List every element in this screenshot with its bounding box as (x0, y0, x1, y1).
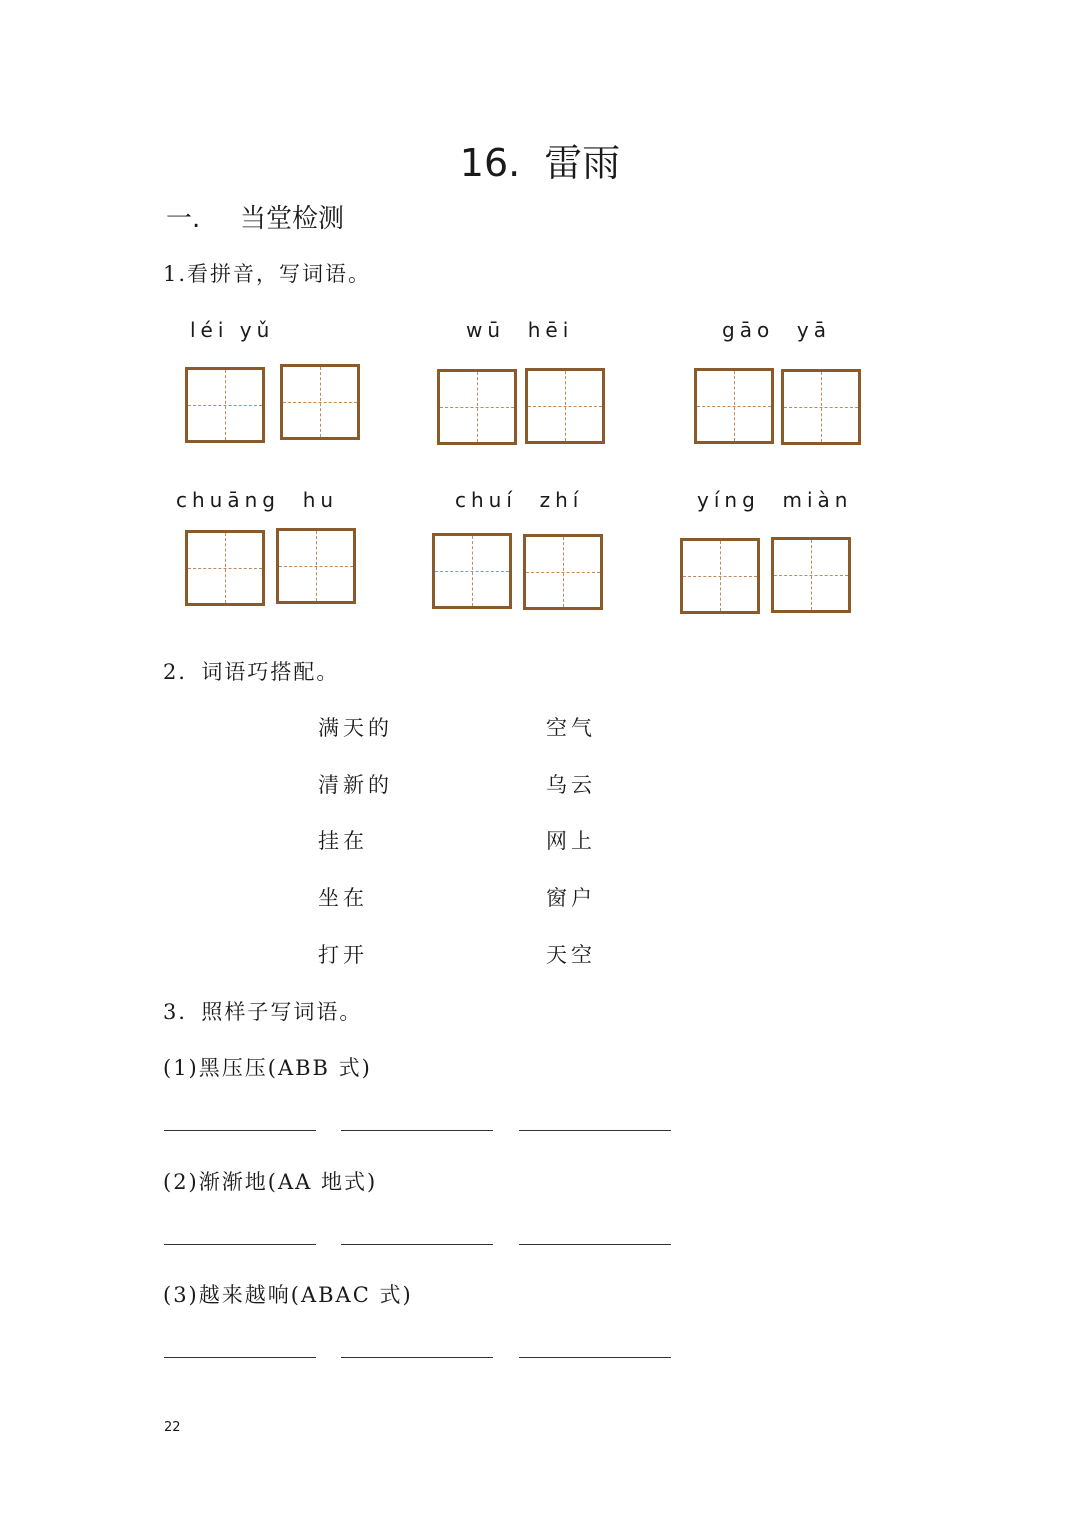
page-title (0, 132, 1080, 187)
match-left-word: 满天的 (318, 716, 393, 740)
match-right-word: 网上 (546, 829, 596, 853)
writing-grid-box[interactable] (771, 537, 851, 613)
lesson-title: 雷雨 (544, 141, 621, 185)
writing-grid-box[interactable] (694, 368, 774, 444)
pinyin-label: chuāng hu (176, 488, 339, 512)
pinyin-label: chuí zhí (455, 488, 584, 512)
answer-blank[interactable] (164, 1357, 316, 1358)
answer-blank[interactable] (341, 1130, 493, 1131)
writing-grid-box[interactable] (680, 538, 760, 614)
question-2-label: 2．词语巧搭配。 (163, 660, 340, 684)
writing-grid-box[interactable] (523, 534, 603, 610)
match-left-word: 坐在 (318, 886, 368, 910)
pattern-prompt: (1)黑压压(ABB 式) (163, 1056, 372, 1080)
pinyin-label: wū hēi (466, 318, 574, 342)
writing-grid-box[interactable] (781, 369, 861, 445)
writing-grid-box[interactable] (437, 369, 517, 445)
pattern-prompt: (2)渐渐地(AA 地式) (163, 1170, 378, 1194)
pinyin-label: léi yǔ (190, 318, 275, 342)
answer-blank[interactable] (341, 1357, 493, 1358)
page-number: 22 (164, 1420, 181, 1435)
match-right-word: 乌云 (546, 773, 596, 797)
writing-grid-box[interactable] (525, 368, 605, 444)
answer-blank[interactable] (519, 1357, 671, 1358)
question-3-label: 3．照样子写词语。 (163, 1000, 363, 1024)
match-right-word: 空气 (546, 716, 596, 740)
answer-blank[interactable] (164, 1130, 316, 1131)
question-1-label: 1.看拼音，写词语。 (163, 262, 372, 286)
match-left-word: 挂在 (318, 829, 368, 853)
writing-grid-box[interactable] (185, 367, 265, 443)
match-left-word: 打开 (318, 943, 368, 967)
pinyin-label: yíng miàn (697, 488, 853, 512)
answer-blank[interactable] (341, 1244, 493, 1245)
answer-blank[interactable] (164, 1244, 316, 1245)
answer-blank[interactable] (519, 1244, 671, 1245)
writing-grid-box[interactable] (185, 530, 265, 606)
answer-blank[interactable] (519, 1130, 671, 1131)
section-title: 当堂检测 (240, 204, 345, 234)
lesson-number: 16. (459, 141, 521, 185)
pinyin-label: gāo yā (722, 318, 831, 342)
section-marker: 一. (166, 204, 201, 234)
match-left-word: 清新的 (318, 773, 393, 797)
section-heading (166, 198, 344, 235)
match-right-word: 窗户 (546, 886, 596, 910)
match-right-word: 天空 (546, 943, 596, 967)
writing-grid-box[interactable] (276, 528, 356, 604)
writing-grid-box[interactable] (280, 364, 360, 440)
pattern-prompt: (3)越来越响(ABAC 式) (163, 1283, 413, 1307)
writing-grid-box[interactable] (432, 533, 512, 609)
